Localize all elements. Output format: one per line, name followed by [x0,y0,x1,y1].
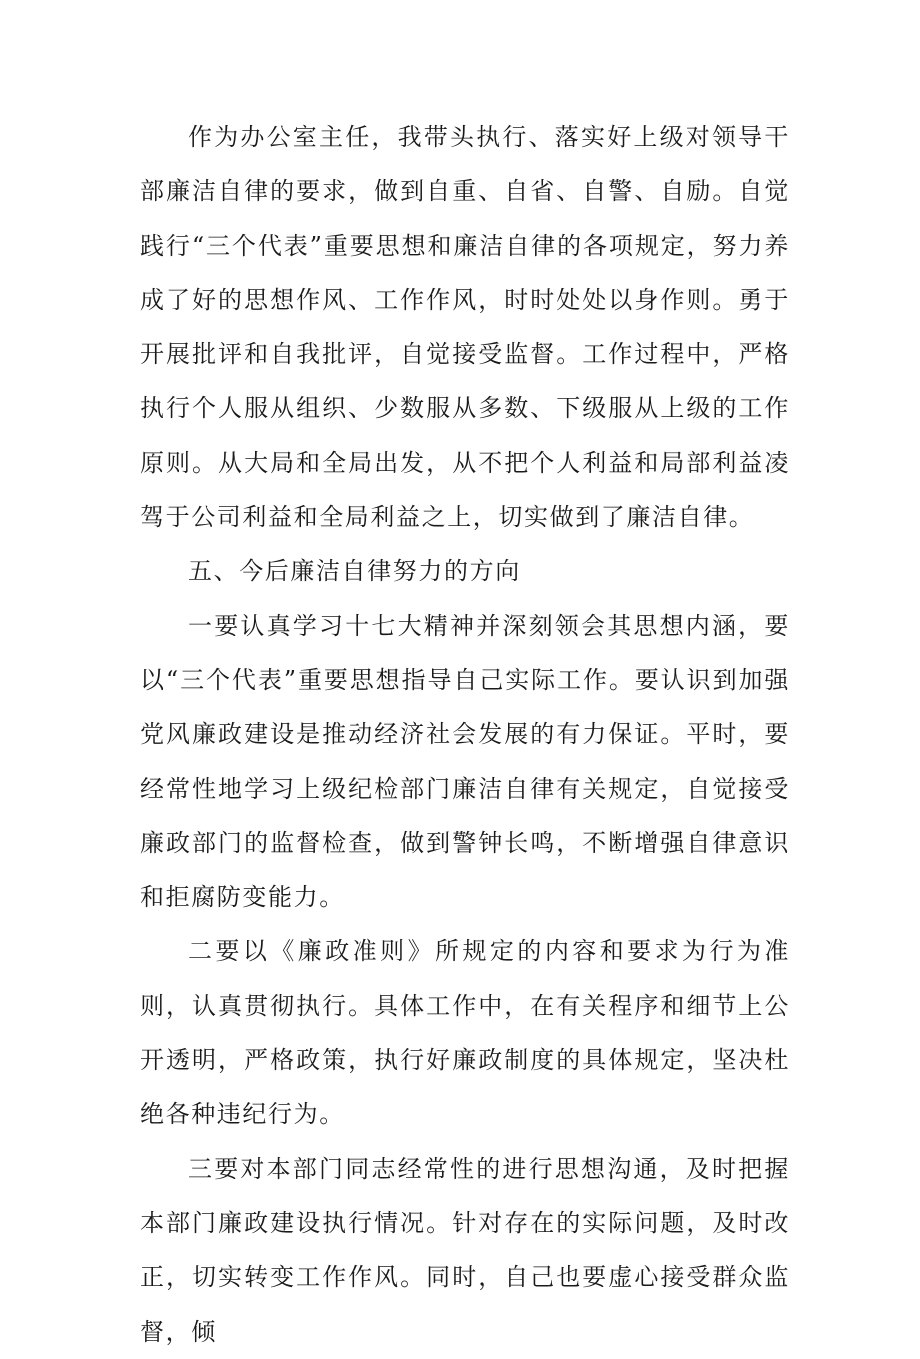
document-body [140,110,790,1359]
paragraph-point-one: 一要认真学习十七大精神并深刻领会其思想内涵，要以“三个代表”重要思想指导自己实际工作。要认识到加强党风廉政建设是推动经济社会发展的有力保证。平时，要经常性地学习上级纪检部门廉洁自律有关规定，自觉接受廉政部门的监督检查，做到警钟长鸣，不断增强自律意识和拒腐防变能力。 [140,611,790,912]
paragraph-point-two: 二要以《廉政准则》所规定的内容和要求为行为准则，认真贯彻执行。具体工作中，在有关程序和细节上公开透明，严格政策，执行好廉政制度的具体规定，坚决杜绝各种违纪行为。 [140,937,790,1129]
paragraph-point-three: 三要对本部门同志经常性的进行思想沟通，及时把握本部门廉政建设执行情况。针对存在的实际问题，及时改正，切实转变工作作风。同时，自己也要虚心接受群众监督，倾 [140,1154,790,1346]
section-heading-future-direction: 五、今后廉洁自律努力的方向 [188,557,521,586]
paragraph-self-discipline: 作为办公室主任，我带头执行、落实好上级对领导干部廉洁自律的要求，做到自重、自省、自警、自励。自觉践行“三个代表”重要思想和廉洁自律的各项规定，努力养成了好的思想作风、工作作风，时时处处以身作则。勇于开展批评和自我批评，自觉接受监督。工作过程中，严格执行个人服从组织、少数服从多数、下级服从上级的工作原则。从大局和全局出发，从不把个人利益和局部利益凌驾于公司利益和全局利益之上，切实做到了廉洁自律。 [140,123,790,532]
